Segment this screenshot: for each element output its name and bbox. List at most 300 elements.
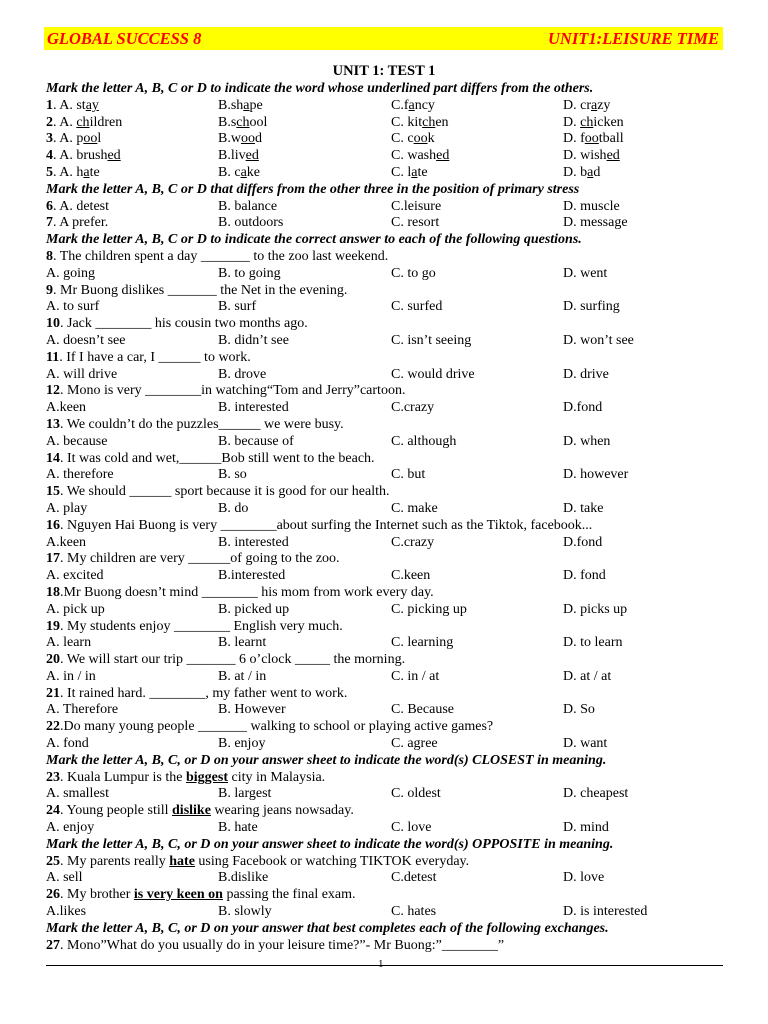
underlined-part: oo [83,131,98,147]
option-text: . A prefer. [53,215,109,231]
answer-option [218,333,289,350]
answer-option [218,434,294,451]
answer-option [391,266,436,283]
answer-option [563,115,624,132]
question-number: 9 [46,282,53,298]
option-text: l [97,131,102,147]
question-number: 4 [46,148,53,164]
option-text: A. going [46,265,95,281]
option-text: B. to going [218,265,281,281]
question-number: 21 [46,685,60,701]
answer-option [218,568,285,585]
question-text: passing the final exam. [222,887,356,903]
question-line [46,770,726,787]
option-text: . A. detest [53,198,109,214]
page-title: UNIT 1: TEST 1 [332,63,436,79]
answer-option [218,467,247,484]
header-left: GLOBAL SUCCESS 8 [47,29,202,48]
answer-option [46,568,104,585]
question-number: 7 [46,215,53,231]
answer-option [563,131,624,148]
option-text: ke [246,164,260,180]
option-text: D. at / at [563,668,612,684]
question-line [46,887,726,904]
option-text: te [417,164,428,180]
option-text: A. learn [46,635,92,651]
answer-option [46,736,89,753]
option-text: B. surf [218,299,257,315]
question-text: city in Malaysia. [227,769,326,785]
answer-option [391,434,456,451]
answer-option [218,131,262,148]
option-text: . A. h [53,164,84,180]
question-text: . It was cold and wet,______Bob still went to the beach. [60,450,375,466]
question-text: . If I have a car, I ______ to work. [59,349,251,365]
answer-option [563,333,634,350]
answer-option [218,165,260,182]
page-number: 1 [378,958,384,970]
underlined-part: ch [76,114,90,130]
question-line [46,417,726,434]
options-row [46,299,726,316]
answer-option [46,98,99,115]
answer-option [563,870,604,887]
answer-option [391,602,467,619]
answer-option [46,165,100,182]
option-text: C.f [391,97,409,113]
options-row [46,568,726,585]
option-text: B. hate [218,820,258,836]
question-text: . My children are very ______of going to the zoo. [60,551,340,567]
answer-option [563,98,610,115]
question-text: using Facebook or watching TIKTOK everyday. [194,853,470,869]
answer-option [218,400,289,417]
option-text: . A. p [53,131,84,147]
option-text: D. surfing [563,299,620,315]
option-text: A. play [46,500,88,516]
footer-divider [46,965,723,966]
answer-option [218,98,263,115]
options-row [46,434,726,451]
answer-option [46,635,91,652]
option-text: B. didn’t see [218,332,289,348]
answer-option [46,131,101,148]
option-text: D. muscle [563,198,620,214]
question-text: wearing jeans nowsaday. [210,803,354,819]
option-text: D. love [563,870,605,886]
question-line [46,383,726,400]
question-text: . Young people still [60,803,173,819]
question-line [46,585,726,602]
question-text: .Do many young people _______ walking to school or playing active games? [60,719,494,735]
option-text: B. because of [218,433,294,449]
answer-option [563,736,607,753]
option-text: B.interested [218,568,286,584]
answer-option [218,786,271,803]
option-text: D. fond [563,568,606,584]
option-text: A. sell [46,870,83,886]
option-text: C. Because [391,702,454,718]
question-text: . Jack ________ his cousin two months ago. [60,316,308,332]
answer-option [218,904,272,921]
option-text: D. So [563,702,595,718]
question-line [46,316,726,333]
option-text: D. cheapest [563,786,629,802]
option-text: C. in / at [391,668,440,684]
answer-option [218,215,283,232]
question-number: 25 [46,853,60,869]
option-text: B. drove [218,366,267,382]
question-text: . We should ______ sport because it is good for our health. [60,484,390,500]
answer-option [391,299,442,316]
keyword: biggest [185,769,228,785]
answer-option [563,299,620,316]
option-text: C.crazy [391,400,435,416]
option-text: A. will drive [46,366,118,382]
answer-option [563,266,607,283]
underlined-part: a [587,164,594,180]
option-text: C.crazy [391,534,435,550]
option-text: C. hates [391,904,437,920]
option-text: C. oldest [391,786,441,802]
option-text: D. mind [563,820,609,836]
answer-option [46,148,121,165]
answer-option [218,266,281,283]
answer-option [563,434,610,451]
option-text: D. wish [563,148,607,164]
answer-option [46,333,125,350]
answer-option [563,669,611,686]
question-number: 22 [46,719,60,735]
option-text: A. doesn’t see [46,332,126,348]
option-text: B. interested [218,400,289,416]
option-text: A. because [46,433,108,449]
question-number: 6 [46,198,53,214]
answer-option [391,165,428,182]
question-text: . My students enjoy ________ English very much. [60,618,343,634]
option-text: A.keen [46,534,87,550]
question-text: . Kuala Lumpur is the [60,769,186,785]
question-number: 2 [46,114,53,130]
option-text: D. message [563,215,628,231]
answer-option [218,501,248,518]
question-line [46,854,726,871]
option-text: ildren [89,114,123,130]
option-text: A. in / in [46,668,96,684]
question-number: 13 [46,416,60,432]
answer-option [563,568,606,585]
answer-option [218,535,289,552]
option-text: B. so [218,467,247,483]
options-row [46,266,726,283]
option-text: B. interested [218,534,289,550]
answer-option [46,299,99,316]
question-line [46,719,726,736]
question-number: 14 [46,450,60,466]
question-number: 1 [46,97,53,113]
keyword: is very keen on [133,887,223,903]
option-text: B. at / in [218,668,267,684]
option-text: D. f [563,131,585,147]
option-text: C. kit [391,114,423,130]
options-row [46,215,726,232]
answer-option [391,131,435,148]
option-text: d [254,131,262,147]
options-row [46,820,726,837]
options-row [46,870,726,887]
answer-option [218,870,268,887]
instruction-line: Mark the letter A, B, C, or D on your answer that best completes each of the following exchanges. [46,920,609,936]
underlined-part: ch [422,114,436,130]
option-text: C. isn’t seeing [391,332,472,348]
option-text: A.keen [46,400,87,416]
answer-option [46,400,86,417]
option-text: B.liv [218,148,246,164]
question-text: . Mr Buong dislikes _______ the Net in the evening. [53,282,348,298]
option-text: B.w [218,131,241,147]
option-text: C. love [391,820,432,836]
question-number: 11 [46,349,60,365]
answer-option [391,148,449,165]
options-row [46,786,726,803]
underlined-part: a [240,164,247,180]
underlined-part: a [591,97,598,113]
question-number: 15 [46,484,60,500]
answer-option [563,148,620,165]
answer-option [563,501,603,518]
answer-option [391,702,454,719]
option-text: C. picking up [391,601,467,617]
underlined-part: ed [245,148,259,164]
answer-option [563,165,600,182]
instruction-line: Mark the letter A, B, C or D to indicate the correct answer to each of the following questions. [46,232,582,248]
keyword: dislike [172,803,211,819]
answer-option [46,535,86,552]
answer-option [391,333,471,350]
answer-option [391,904,436,921]
answer-option [46,199,109,216]
answer-option [391,635,453,652]
question-number: 19 [46,618,60,634]
question-text: . Nguyen Hai Buong is very ________about surfing the Internet such as the Tiktok, facebook... [60,517,593,533]
option-text: D. when [563,433,611,449]
option-text: zy [597,97,611,113]
option-text: D. want [563,736,608,752]
question-text: . Mono is very ________in watching“Tom and Jerry”cartoon. [60,383,406,399]
answer-option [218,702,286,719]
answer-option [391,115,449,132]
option-text: B. picked up [218,601,290,617]
question-number: 17 [46,551,60,567]
keyword: hate [169,853,195,869]
answer-option [563,635,622,652]
question-number: 3 [46,131,53,147]
answer-option [46,702,118,719]
options-row [46,501,726,518]
option-text: A. smallest [46,786,109,802]
answer-option [46,602,105,619]
option-text: C.leisure [391,198,442,214]
option-text: A. excited [46,568,104,584]
options-row [46,602,726,619]
question-line [46,350,726,367]
option-text: . A. [53,114,77,130]
question-text: . Mono”What do you usually do in your leisure time?”- Mr Buong:”________” [60,937,505,953]
answer-option [391,501,438,518]
question-number: 20 [46,652,60,668]
option-text: . A. st [53,97,86,113]
option-text: C. make [391,500,438,516]
header-right: UNIT1:LEISURE TIME [548,29,719,48]
answer-option [391,669,439,686]
answer-option [391,400,434,417]
answer-option [46,786,109,803]
answer-option [46,870,83,887]
option-text: D. won’t see [563,332,634,348]
underlined-part: a [243,97,250,113]
option-text: B. learnt [218,635,267,651]
answer-option [391,367,475,384]
option-text: B. slowly [218,904,272,920]
underlined-part: ch [236,114,250,130]
option-text: C. surfed [391,299,443,315]
answer-option [563,904,647,921]
answer-option [46,501,87,518]
underlined-part: oo [413,131,428,147]
option-text: A. pick up [46,601,105,617]
option-text: icken [593,114,624,130]
options-row [46,115,726,132]
option-text: A. therefore [46,467,114,483]
instruction-line: Mark the letter A, B, C, or D on your answer sheet to indicate the word(s) OPPOSITE in meaning. [46,836,614,852]
instruction-line: Mark the letter A, B, C or D to indicate the word whose underlined part differs from the others. [46,81,594,96]
option-text: C. c [391,131,414,147]
option-text: C. to go [391,265,436,281]
option-text: pe [249,97,263,113]
option-text: D. take [563,500,604,516]
option-text: . A. brush [53,148,108,164]
answer-option [218,367,266,384]
answer-option [46,367,117,384]
question-line [46,652,726,669]
option-text: B. enjoy [218,736,266,752]
option-text: C. resort [391,215,440,231]
answer-option [563,602,627,619]
question-line [46,686,726,703]
answer-option [46,215,108,232]
option-text: C. learning [391,635,454,651]
answer-option [563,702,595,719]
question-line [46,249,726,266]
answer-option [563,215,628,232]
answer-option [391,786,441,803]
option-text: B. do [218,500,249,516]
question-text: . We will start our trip _______ 6 o’clock _____ the morning. [60,652,406,668]
options-row [46,400,726,417]
option-text: A. to surf [46,299,100,315]
option-text: D. however [563,467,629,483]
question-number: 27 [46,937,60,953]
answer-option [563,467,628,484]
question-text: .Mr Buong doesn’t mind ________ his mom from work every day. [60,584,434,600]
answer-option [391,467,425,484]
option-text: B.dislike [218,870,269,886]
options-row [46,131,726,148]
question-text: . It rained hard. ________, my father went to work. [60,685,348,701]
answer-option [563,820,609,837]
answer-option [391,199,441,216]
options-row [46,635,726,652]
option-text: d [593,164,601,180]
instruction-line: Mark the letter A, B, C or D that differs from the other three in the position of primary stress [46,181,580,197]
option-text: te [89,164,100,180]
option-text: D. b [563,164,588,180]
question-number: 8 [46,248,53,264]
header-banner [44,27,723,50]
option-text: ool [249,114,268,130]
option-text: C. although [391,433,457,449]
answer-option [391,870,437,887]
question-text: . My brother [60,887,134,903]
option-text: C. would drive [391,366,475,382]
option-text: A. fond [46,736,89,752]
answer-option [218,602,289,619]
options-row [46,98,726,115]
question-number: 12 [46,383,60,399]
option-text: A. enjoy [46,820,95,836]
answer-option [46,820,94,837]
answer-option [391,736,438,753]
option-text: C. wash [391,148,437,164]
option-text: D. [563,114,581,130]
underlined-part: ay [85,97,99,113]
answer-option [218,820,258,837]
answer-option [563,786,628,803]
answer-option [391,568,430,585]
answer-option [563,199,620,216]
underlined-part: ed [107,148,121,164]
underlined-part: a [411,164,418,180]
option-text: k [427,131,435,147]
test-content [46,81,726,954]
answer-option [46,266,95,283]
question-line [46,283,726,300]
answer-option [46,904,86,921]
answer-option [218,148,259,165]
option-text: B. balance [218,198,278,214]
question-line [46,451,726,468]
answer-option [391,820,431,837]
question-number: 10 [46,316,60,332]
question-text: . The children spent a day _______ to the zoo last weekend. [53,248,389,264]
option-text: A.likes [46,904,87,920]
underlined-part: ch [580,114,594,130]
answer-option [563,367,609,384]
question-line [46,803,726,820]
option-text: ncy [414,97,435,113]
answer-option [218,736,265,753]
instruction-line: Mark the letter A, B, C, or D on your answer sheet to indicate the word(s) CLOSEST in meaning. [46,752,607,768]
question-number: 26 [46,887,60,903]
answer-option [391,535,434,552]
option-text: D. drive [563,366,609,382]
question-number: 16 [46,517,60,533]
question-line [46,619,726,636]
question-number: 18 [46,584,60,600]
option-text: A. Therefore [46,702,119,718]
options-row [46,904,726,921]
option-text: C.detest [391,870,437,886]
